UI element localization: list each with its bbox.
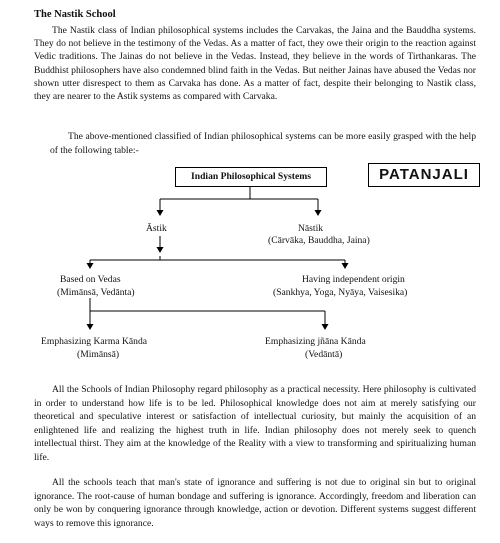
node-karma-sub: (Mimānsā) [77, 349, 120, 360]
node-jnana: Emphasizing jñāna Kānda [265, 336, 366, 347]
paragraph-ignorance: All the schools teach that man's state of ignorance and suffering is not due to original sin but to original ignorance. The root-cause of human bondage and suffering is ignorance. Accordingly, freedom and liberation can only be won by conquering ignorance through knowledge, action or devotion. Different systems suggest different ways to remove this ignorance. [34, 477, 476, 529]
section-heading: The Nastik School [34, 9, 116, 20]
node-astik: Āstik [146, 223, 167, 234]
node-nastik: Nāstik [298, 223, 324, 234]
paragraph-nastik: The Nastik class of Indian philosophical systems includes the Carvakas, the Jaina and the Bauddha systems. They do not believe in the testimony of the Vedas. As a matter of fact, they owe their origin to the reaction against Vedic traditions. The Jainas do not believe in the Vedas. Instead, they believe in the words of Tirthankaras. The Buddhist philosophers have also condemned blind faith in the Vedas. But neither Jainas have abused the Vedas nor shown utter disrespect to them as Carvaka has done. As a matter of fact, despite their belonging to Nastik class, they are nearer to the Astik systems as compared with Carvaka. [34, 25, 476, 103]
paragraph-table-intro: The above-mentioned classified of Indian philosophical systems can be more easily grasped with the help of the following table:- [50, 131, 476, 156]
paragraph-practical-necessity: All the Schools of Indian Philosophy regard philosophy as a practical necessity. Here philosophy is cultivated in order to understand how life is to be led. Philosophical knowledge does not aim at merely satisfying our theoretical and speculative interest or satisfaction of intellectual curiosity, but mainly the acquisition of an enlightened life and realizing the highest truth in life. Indian philosophy does not merely seek to quench intellectual thirst. They aim at the knowledge of the Reality with a view to transforming and spiritualizing human life. [34, 384, 476, 463]
node-vedas: Based on Vedas [60, 274, 121, 285]
node-karma: Emphasizing Karma Kānda [41, 336, 148, 347]
node-nastik-sub: (Cārvāka, Bauddha, Jaina) [268, 235, 370, 246]
patanjali-logo-box: PATANJALI [368, 163, 480, 187]
node-independent-sub: (Sankhya, Yoga, Nyāya, Vaisesika) [273, 287, 408, 298]
node-jnana-sub: (Vedāntā) [305, 349, 343, 360]
node-independent: Having independent origin [302, 274, 405, 285]
diagram-root-box: Indian Philosophical Systems [175, 167, 327, 187]
node-vedas-sub: (Mimānsā, Vedānta) [57, 287, 135, 298]
